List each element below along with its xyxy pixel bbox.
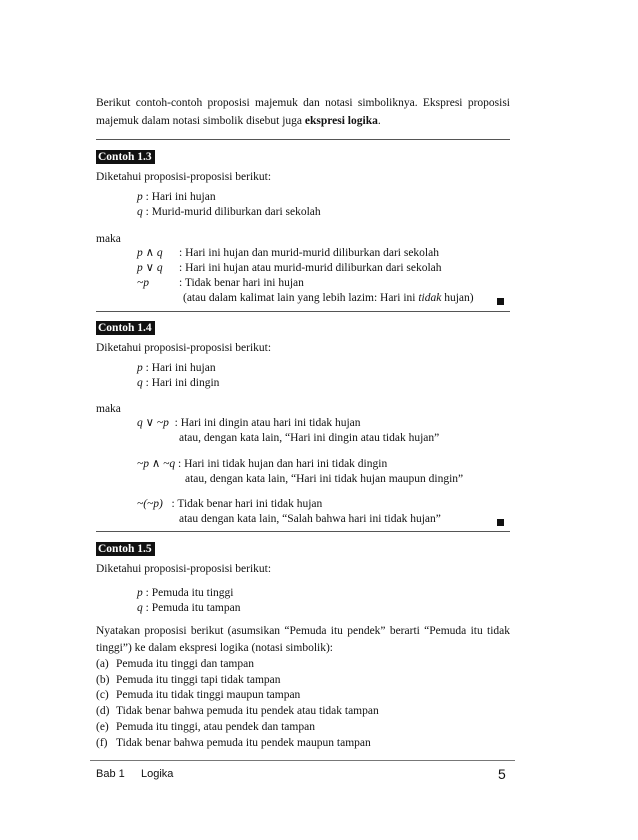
list-marker: (a)	[96, 658, 109, 670]
list-item-text: Tidak benar bahwa pemuda itu pendek atau tidak tampan	[116, 705, 379, 718]
intro-bold-term: ekspresi logika	[304, 115, 378, 127]
divider	[96, 139, 510, 140]
expression-text: : Hari ini hujan atau murid-murid diliburkan dari sekolah	[179, 262, 442, 274]
list-item	[96, 673, 379, 689]
list-item	[96, 688, 379, 704]
proposition-text: : Hari ini dingin	[142, 377, 220, 389]
end-of-example-icon	[497, 519, 504, 526]
example-label: Contoh 1.3	[96, 150, 155, 164]
list-item	[96, 720, 379, 736]
proposition-text: : Hari ini hujan	[142, 191, 216, 203]
maka-text: maka	[96, 403, 121, 415]
proposition-q	[137, 600, 240, 616]
expression-text: : Tidak benar hari ini hujan	[179, 277, 304, 289]
proposition-q	[137, 375, 219, 391]
symbol: p	[137, 587, 143, 599]
example-label: Contoh 1.5	[96, 542, 155, 556]
intro-paragraph	[96, 94, 510, 130]
proposition-text: : Murid-murid diliburkan dari sekolah	[142, 206, 321, 218]
symbol: p	[137, 362, 143, 374]
expression-text: : Hari ini tidak hujan dan hari ini tidak dingin	[175, 458, 388, 470]
example-label: Contoh 1.4	[96, 321, 155, 335]
page-number: 5	[498, 766, 506, 782]
proposition-p	[137, 360, 216, 376]
expression-note	[183, 290, 474, 306]
expression-symbol: p ∧ q	[137, 247, 163, 259]
symbol: q	[137, 206, 143, 218]
example-given: Diketahui proposisi-proposisi berikut:	[96, 563, 272, 575]
example-given: Diketahui proposisi-proposisi berikut:	[96, 342, 272, 354]
expression-symbol: ~p	[137, 277, 149, 289]
proposition-text: : Pemuda itu tampan	[142, 602, 241, 614]
expression-line	[137, 456, 387, 472]
expression-symbol: p ∨ q	[137, 262, 163, 274]
exercise-list	[96, 657, 379, 751]
list-item-text: Pemuda itu tinggi, atau pendek dan tampan	[116, 720, 315, 733]
list-marker: (b)	[96, 673, 110, 686]
expression-line	[137, 415, 361, 431]
note-emphasis: tidak	[418, 292, 442, 304]
note-text: hujan)	[441, 292, 474, 304]
list-marker: (d)	[96, 705, 110, 718]
list-marker: (e)	[96, 720, 109, 733]
divider	[96, 311, 510, 312]
intro-end: .	[377, 115, 381, 127]
symbol: q	[137, 377, 143, 389]
proposition-q	[137, 204, 321, 220]
expression-symbol: ~(~p)	[137, 498, 163, 510]
list-item	[96, 704, 379, 720]
divider	[96, 531, 510, 532]
footer-chapter: Bab 1	[96, 768, 125, 780]
expression-line	[137, 496, 322, 512]
expression-text: : Hari ini dingin atau hari ini tidak hujan	[168, 417, 361, 429]
list-item	[96, 657, 379, 673]
proposition-text: : Hari ini hujan	[142, 362, 216, 374]
list-marker: (f)	[96, 736, 108, 749]
list-item-text: Tidak benar bahwa pemuda itu pendek maupun tampan	[116, 736, 371, 749]
footer-title: Logika	[141, 768, 174, 780]
footer-divider	[90, 760, 515, 761]
proposition-p	[137, 585, 233, 601]
end-of-example-icon	[497, 298, 504, 305]
list-item	[96, 736, 379, 752]
expression-text: : Tidak benar hari ini tidak hujan	[162, 498, 323, 510]
maka-text: maka	[96, 233, 121, 245]
note-text: (atau dalam kalimat lain yang lebih lazim: Hari ini	[183, 292, 419, 304]
expression-note: atau, dengan kata lain, “Hari ini dingin atau tidak hujan”	[179, 432, 440, 444]
list-item-text: Pemuda itu tinggi tapi tidak tampan	[116, 673, 281, 686]
list-item-text: Pemuda itu tidak tinggi maupun tampan	[116, 689, 301, 702]
expression-text: : Hari ini hujan dan murid-murid diliburkan dari sekolah	[179, 247, 439, 259]
expression-note: atau, dengan kata lain, “Hari ini tidak hujan maupun dingin”	[185, 473, 464, 485]
proposition-text: : Pemuda itu tinggi	[142, 587, 234, 599]
example-given: Diketahui proposisi-proposisi berikut:	[96, 171, 272, 183]
intro-text: Berikut contoh-contoh proposisi majemuk dan notasi simboliknya. Ekspresi proposisi majemuk dalam notasi simbolik disebut juga	[96, 97, 510, 127]
task-paragraph: Nyatakan proposisi berikut (asumsikan “Pemuda itu pendek” berarti “Pemuda itu tidak tinggi”) ke dalam ekspresi logika (notasi simbolik):	[96, 625, 510, 654]
list-marker: (c)	[96, 689, 109, 702]
expression-symbol: ~p ∧ ~q	[137, 458, 176, 470]
list-item-text: Pemuda itu tinggi dan tampan	[116, 658, 254, 670]
symbol: p	[137, 191, 143, 203]
symbol: q	[137, 602, 143, 614]
expression-symbol: q ∨ ~p	[137, 417, 169, 429]
proposition-p	[137, 189, 216, 205]
expression-note: atau dengan kata lain, “Salah bahwa hari ini tidak hujan”	[179, 513, 441, 525]
